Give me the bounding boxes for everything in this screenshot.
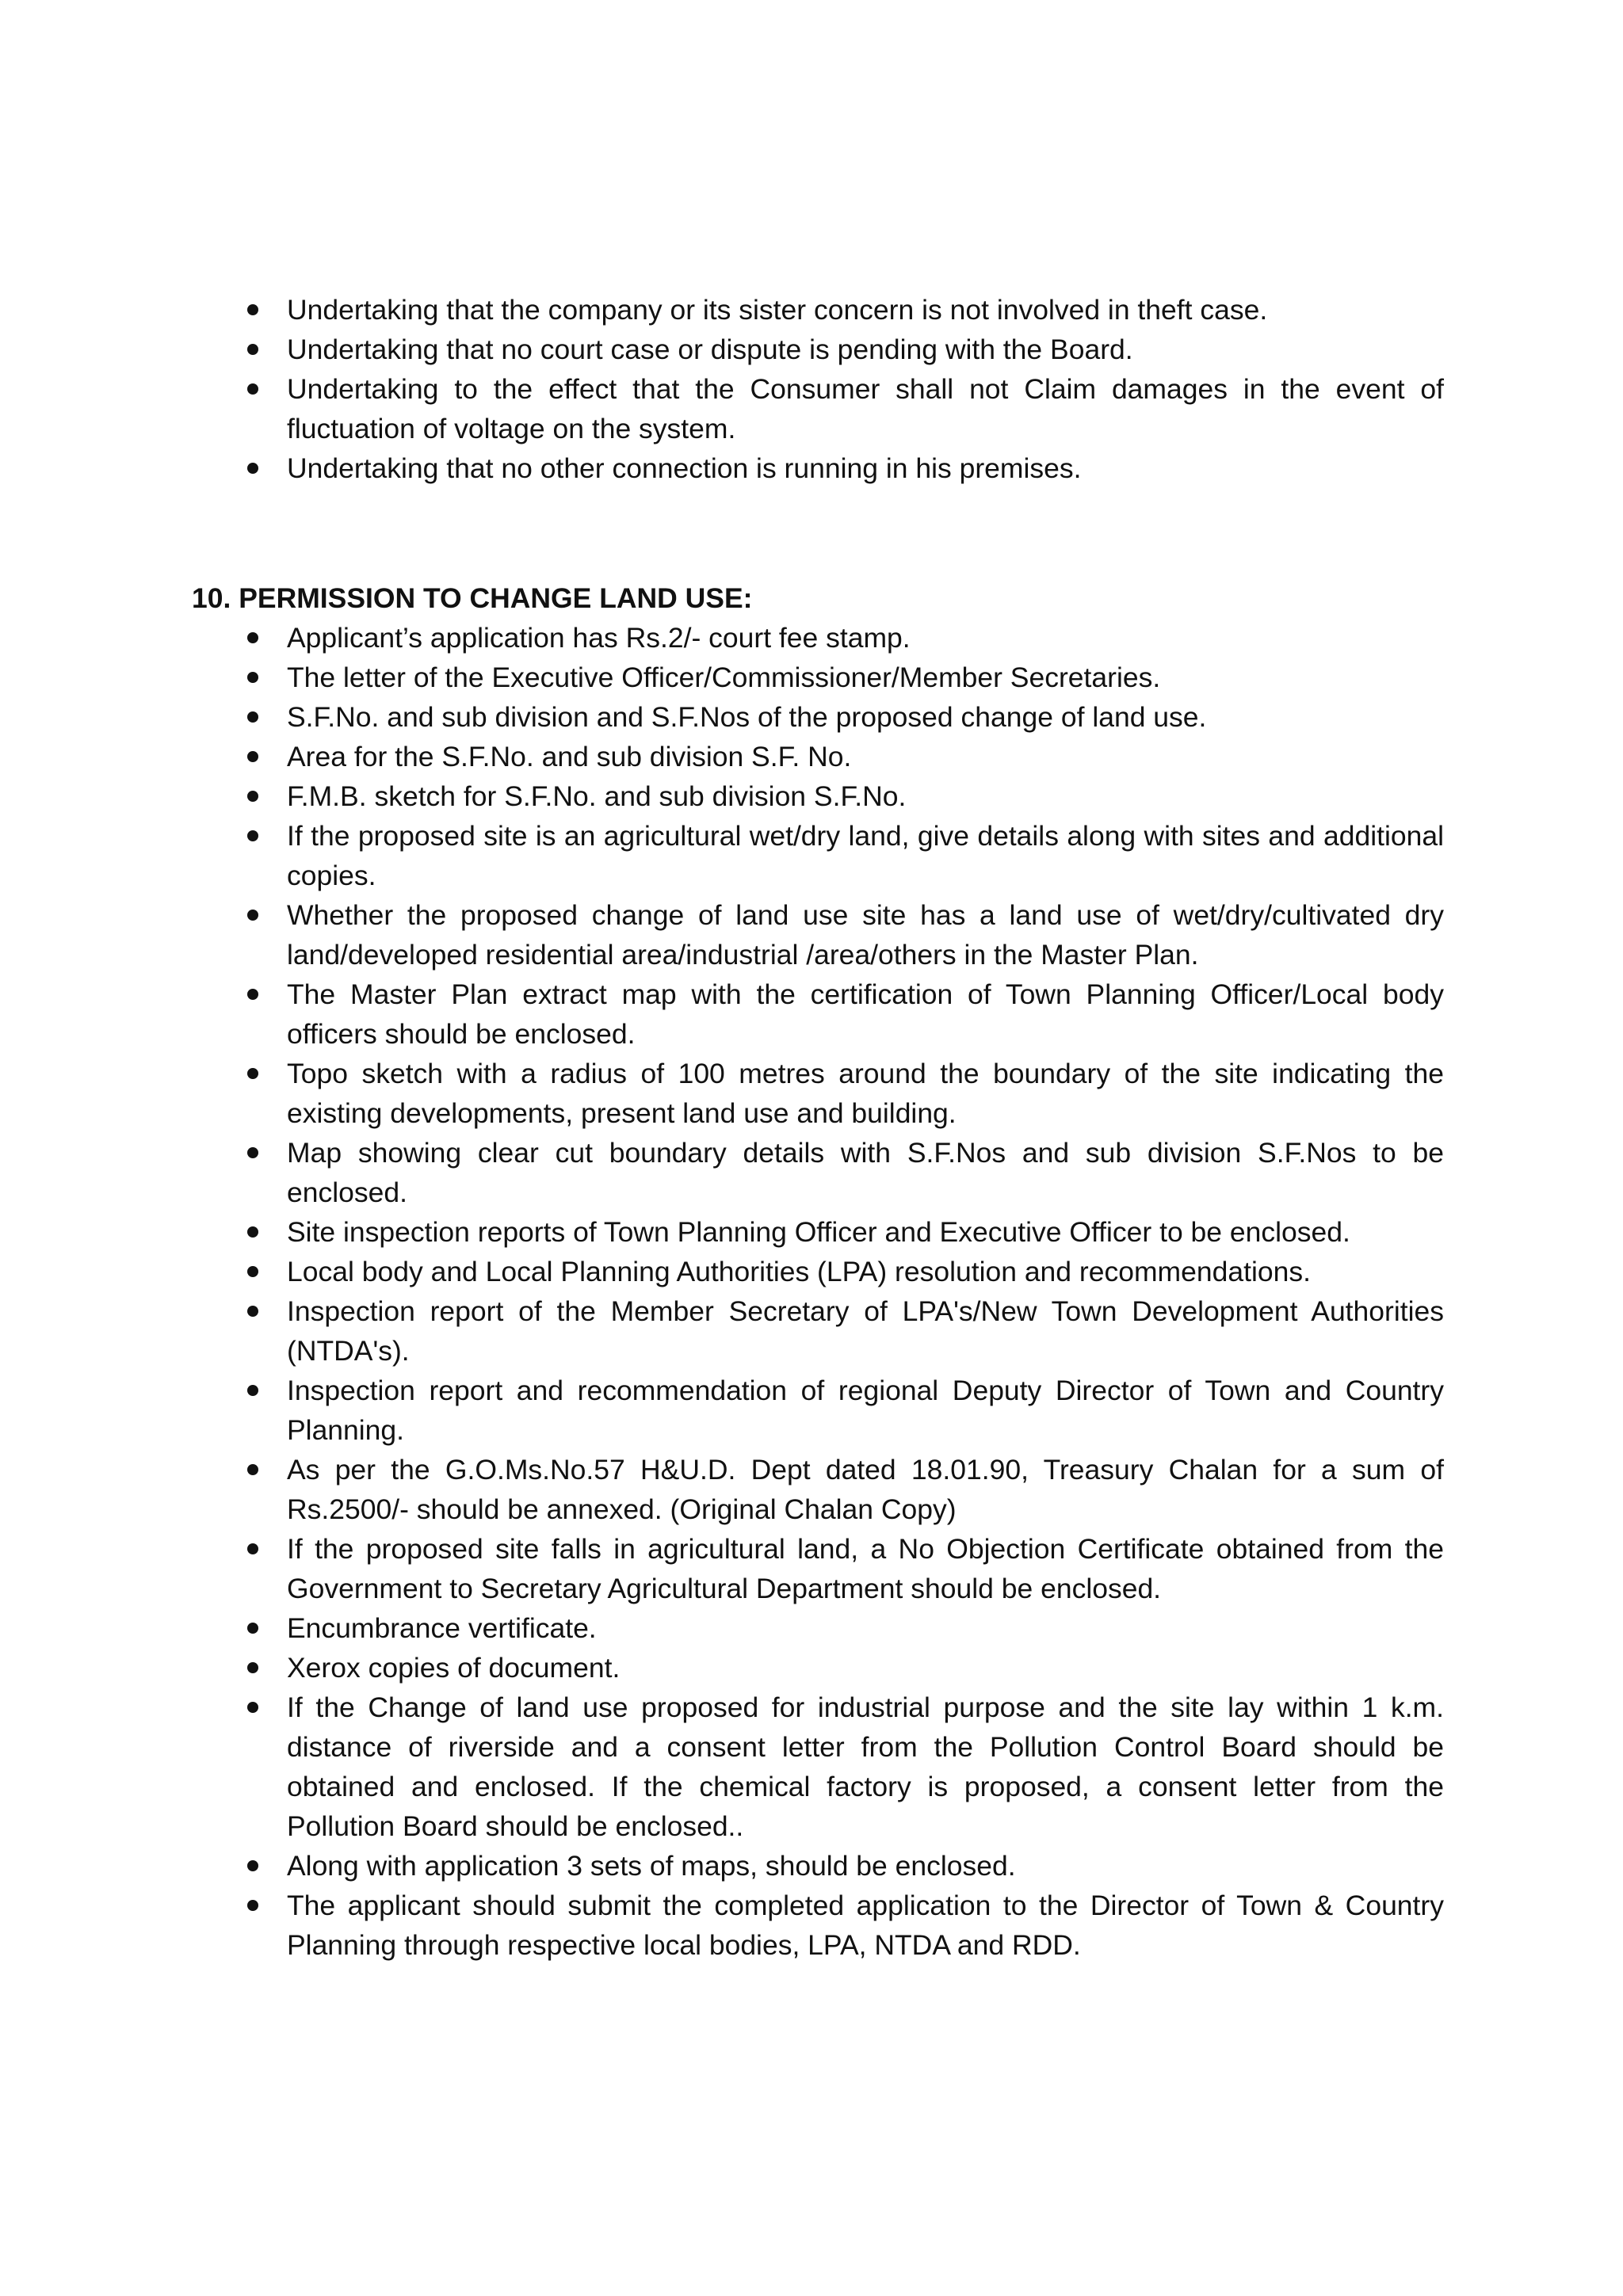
list-item-text: Inspection report and recommendation of regional Deputy Director of Town and Country Planning. [287, 1375, 1444, 1446]
list-item [192, 895, 1444, 974]
section-spacer [192, 488, 1444, 578]
bullet-icon [247, 1306, 258, 1317]
list-item-text: Area for the S.F.No. and sub division S.F. No. [287, 741, 852, 772]
list-item [192, 1648, 1444, 1688]
bullet-icon [247, 1860, 258, 1871]
bullet-icon [247, 910, 258, 921]
bullet-icon [247, 1266, 258, 1277]
bullet-icon [247, 344, 258, 355]
list-item-text: Undertaking that no other connection is running in his premises. [287, 452, 1082, 484]
bullet-icon [247, 751, 258, 762]
bullet-icon [247, 1662, 258, 1673]
list-item [192, 1054, 1444, 1133]
bullet-icon [247, 711, 258, 723]
undertakings-list [192, 290, 1444, 488]
list-item-text: The letter of the Executive Officer/Commissioner/Member Secretaries. [287, 662, 1161, 693]
list-item [192, 1846, 1444, 1886]
bullet-icon [247, 383, 258, 395]
list-item [192, 697, 1444, 737]
list-item [192, 658, 1444, 697]
list-item [192, 369, 1444, 448]
list-item-text: Inspection report of the Member Secretary of LPA's/New Town Development Authorities (NTDA's). [287, 1295, 1444, 1367]
list-item-text: As per the G.O.Ms.No.57 H&U.D. Dept dated 18.01.90, Treasury Chalan for a sum of Rs.2500/- should be annexed. (Original Chalan Copy) [287, 1454, 1444, 1525]
bullet-icon [247, 830, 258, 841]
list-item [192, 1688, 1444, 1846]
list-item-text: If the proposed site falls in agricultural land, a No Objection Certificate obtained from the Government to Secretary Agricultural Department should be enclosed. [287, 1533, 1444, 1604]
list-item [192, 448, 1444, 488]
bullet-icon [247, 1464, 258, 1475]
list-item-text: Undertaking that no court case or dispute is pending with the Board. [287, 334, 1133, 365]
list-item-text: Whether the proposed change of land use site has a land use of wet/dry/cultivated dry land/developed residential area/industrial /area/others in the Master Plan. [287, 899, 1444, 971]
list-item [192, 1133, 1444, 1212]
bullet-icon [247, 1623, 258, 1634]
list-item-text: If the Change of land use proposed for industrial purpose and the site lay within 1 k.m. distance of riverside and a consent letter from the Pollution Control Board should be obtained and enclosed. If the chemical factory is proposed, a consent letter from the Pollution Board should be enclosed.. [287, 1691, 1444, 1842]
page-content [192, 290, 1444, 1965]
list-item-text: If the proposed site is an agricultural wet/dry land, give details along with sites and additional copies. [287, 820, 1444, 891]
bullet-icon [247, 1702, 258, 1713]
bullet-icon [247, 791, 258, 802]
list-item [192, 1291, 1444, 1371]
list-item [192, 1212, 1444, 1252]
list-item [192, 1371, 1444, 1450]
list-item [192, 776, 1444, 816]
list-item [192, 1450, 1444, 1529]
bullet-icon [247, 1385, 258, 1396]
list-item-text: Xerox copies of document. [287, 1652, 621, 1684]
bullet-icon [247, 304, 258, 315]
list-item-text: Along with application 3 sets of maps, should be enclosed. [287, 1850, 1016, 1882]
bullet-icon [247, 1068, 258, 1079]
list-item-text: The applicant should submit the completed application to the Director of Town & Country Planning through respective local bodies, LPA, NTDA and RDD. [287, 1890, 1444, 1961]
list-item [192, 974, 1444, 1054]
list-item [192, 1608, 1444, 1648]
list-item [192, 1252, 1444, 1291]
list-item-text: Encumbrance vertificate. [287, 1612, 597, 1644]
list-item-text: Applicant’s application has Rs.2/- court fee stamp. [287, 622, 911, 654]
list-item [192, 816, 1444, 895]
list-item [192, 737, 1444, 776]
list-item-text: Topo sketch with a radius of 100 metres around the boundary of the site indicating the existing developments, present land use and building. [287, 1058, 1444, 1129]
bullet-icon [247, 1226, 258, 1238]
list-item-text: Local body and Local Planning Authorities (LPA) resolution and recommendations. [287, 1256, 1311, 1287]
list-item [192, 330, 1444, 369]
bullet-icon [247, 989, 258, 1000]
list-item-text: Undertaking to the effect that the Consumer shall not Claim damages in the event of fluctuation of voltage on the system. [287, 373, 1444, 444]
bullet-icon [247, 1543, 258, 1554]
bullet-icon [247, 672, 258, 683]
bullet-icon [247, 463, 258, 474]
list-item [192, 1886, 1444, 1965]
section-title: 10. PERMISSION TO CHANGE LAND USE: [192, 582, 753, 614]
list-item [192, 618, 1444, 658]
bullet-icon [247, 1147, 258, 1158]
list-item-text: The Master Plan extract map with the certification of Town Planning Officer/Local body officers should be enclosed. [287, 978, 1444, 1050]
list-item-text: S.F.No. and sub division and S.F.Nos of the proposed change of land use. [287, 701, 1207, 733]
land-use-requirements-list [192, 618, 1444, 1965]
bullet-icon [247, 632, 258, 643]
list-item-text: F.M.B. sketch for S.F.No. and sub division S.F.No. [287, 780, 907, 812]
list-item-text: Site inspection reports of Town Planning Officer and Executive Officer to be enclosed. [287, 1216, 1350, 1248]
list-item [192, 290, 1444, 330]
list-item [192, 1529, 1444, 1608]
list-item-text: Undertaking that the company or its sister concern is not involved in theft case. [287, 294, 1268, 326]
bullet-icon [247, 1900, 258, 1911]
list-item-text: Map showing clear cut boundary details with S.F.Nos and sub division S.F.Nos to be enclosed. [287, 1137, 1444, 1208]
